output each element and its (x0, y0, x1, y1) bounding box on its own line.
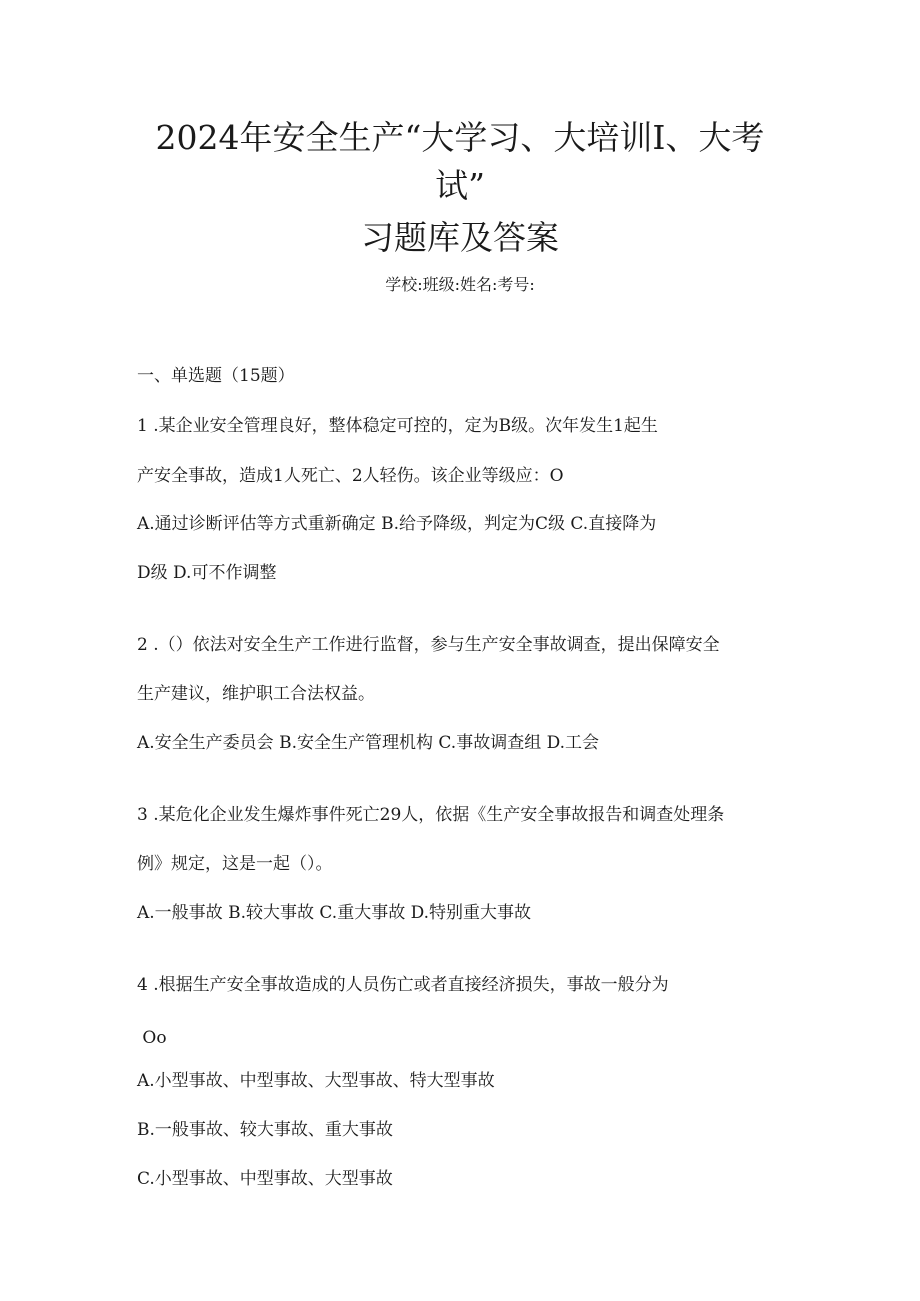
question-3-text-line-1: 3 .某危化企业发生爆炸事件死亡29人，依据《生产安全事故报告和调查处理条 (137, 805, 725, 825)
section-heading: 一、单选题（15题） (137, 366, 295, 386)
question-2-text-line-2: 生产建议，维护职工合法权益。 (137, 684, 375, 704)
student-info-line: 学校:班级:姓名:考号: (385, 275, 535, 294)
question-1-text-line-2: 产安全事故，造成1人死亡、2人轻伤。该企业等级应：O (137, 466, 564, 486)
question-4-text-line-1: 4 .根据生产安全事故造成的人员伤亡或者直接经济损失，事故一般分为 (137, 975, 669, 995)
document-title-line-2: 试” (435, 166, 485, 205)
question-1-options-line-1: A.通过诊断评估等方式重新确定 B.给予降级，判定为C级 C.直接降为 (137, 514, 657, 534)
question-1-options-line-2: D级 D.可不作调整 (137, 563, 277, 583)
question-4-option-a: A.小型事故、中型事故、大型事故、特大型事故 (137, 1071, 495, 1091)
question-2-options-line-1: A.安全生产委员会 B.安全生产管理机构 C.事故调查组 D.工会 (137, 733, 600, 753)
question-4-option-c: C.小型事故、中型事故、大型事故 (137, 1169, 393, 1189)
document-title-line-1: 2024年安全生产“大学习、大培训I、大考 (155, 118, 765, 157)
document-title-line-3: 习题库及答案 (361, 218, 559, 257)
question-2-text-line-1: 2 .（）依法对安全生产工作进行监督，参与生产安全事故调查，提出保障安全 (137, 635, 720, 655)
question-1-text-line-1: 1 .某企业安全管理良好，整体稳定可控的，定为B级。次年发生1起生 (137, 416, 658, 436)
question-4-text-line-2: Oo (137, 1028, 167, 1048)
question-3-options-line-1: A.一般事故 B.较大事故 C.重大事故 D.特别重大事故 (137, 903, 532, 923)
question-3-text-line-2: 例》规定，这是一起（）。 (137, 854, 333, 874)
question-4-option-b: B.一般事故、较大事故、重大事故 (137, 1120, 393, 1140)
